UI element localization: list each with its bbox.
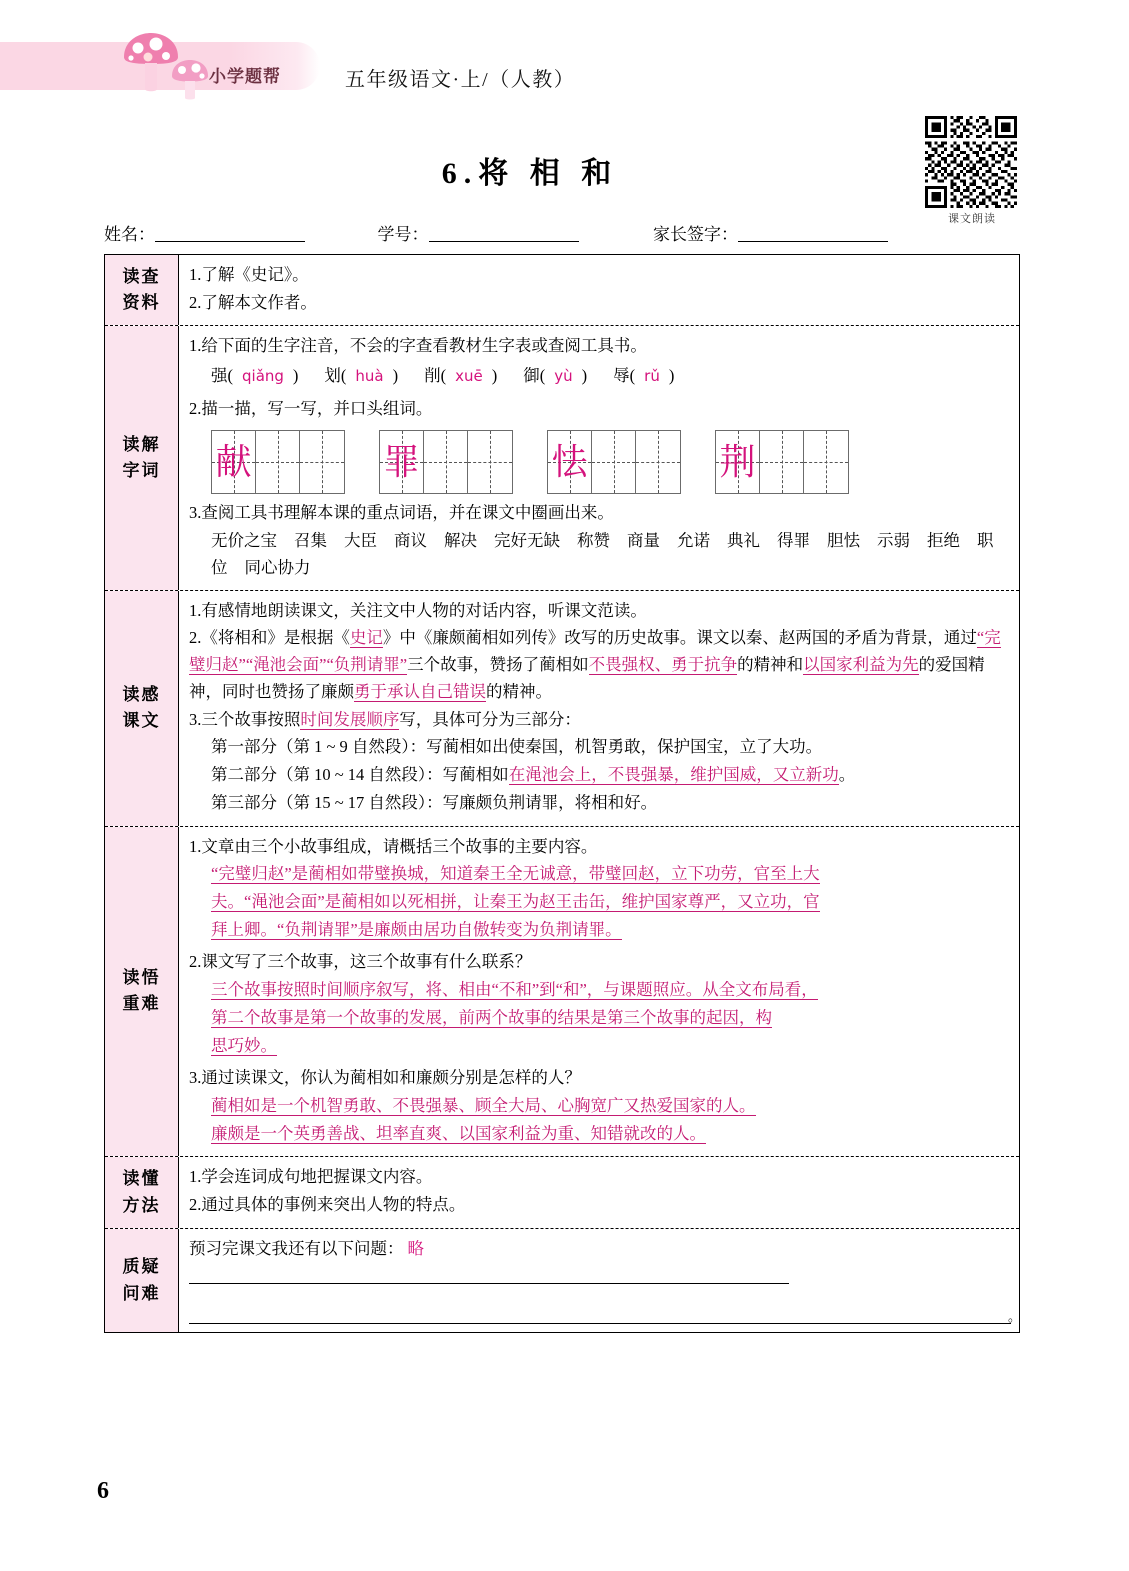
- feel-q2-text-e: 的爱国精神，同时也赞扬了廉颇: [189, 655, 985, 701]
- page-number: 6: [97, 1478, 109, 1504]
- parent-signature-field[interactable]: [653, 220, 888, 245]
- table-row-research: [105, 255, 1019, 326]
- row-label-method: [105, 1157, 179, 1227]
- doubt-answer-rule-1[interactable]: [189, 1267, 789, 1284]
- feel-q2-answer-3[interactable]: 不畏强权、勇于抗争: [588, 655, 738, 675]
- feel-question-1: 1.有感情地朗读课文，关注文中人物的对话内容，听课文范读。: [189, 600, 647, 620]
- tracing-cell-filled[interactable]: [212, 431, 256, 493]
- table-row-doubt: [105, 1229, 1019, 1332]
- pinyin-char: 辱: [613, 366, 630, 386]
- tracing-cell-empty[interactable]: [592, 431, 636, 493]
- vocab-word: 商议: [394, 531, 427, 551]
- tracing-cell-empty[interactable]: [468, 431, 512, 493]
- vocab-word: 无价之宝: [211, 531, 277, 551]
- row-body-comprehend: [179, 827, 1019, 1157]
- pinyin-answer[interactable]: huà: [355, 367, 384, 386]
- book-title: 五年级语文·上/（人教）: [345, 69, 576, 91]
- feel-question-3: [189, 707, 1011, 734]
- tracing-cell-empty[interactable]: [424, 431, 468, 493]
- vocab-question-2: 2.描一描，写一写，并口头组词。: [189, 398, 433, 418]
- tracing-cell-filled[interactable]: [716, 431, 760, 493]
- comprehend-answer-3-line1[interactable]: 蔺相如是一个机智勇敢、不畏强暴、顾全大局、心胸宽广又热爱国家的人。: [211, 1095, 756, 1115]
- row-label-comprehend: [105, 827, 179, 1157]
- research-item-1: 1.了解《史记》。: [189, 265, 309, 284]
- pinyin-char: 削: [424, 366, 441, 386]
- worksheet-table: [104, 254, 1020, 1333]
- row-label-line2: 字词: [122, 461, 161, 481]
- row-label-feel: [105, 591, 179, 826]
- parent-signature-label: 家长签字：: [653, 225, 738, 244]
- pinyin-item: 削( xuē ): [424, 366, 498, 386]
- pinyin-answer[interactable]: qiǎng: [242, 367, 284, 386]
- row-label-line2: 资料: [122, 293, 161, 313]
- vocab-word: 商量: [627, 531, 660, 551]
- student-id-label: 学号：: [377, 225, 429, 244]
- tracing-character: 罪: [383, 441, 420, 482]
- tracing-cell-filled[interactable]: [548, 431, 592, 493]
- feel-q2-answer-2[interactable]: “完璧归赵”“渑池会面”“负荆请罪”: [189, 628, 1001, 675]
- vocab-word: 完好无缺: [494, 531, 560, 551]
- table-row-vocab: [105, 326, 1019, 590]
- pinyin-char: 御: [523, 366, 540, 386]
- row-body-feel: [179, 591, 1019, 826]
- tracing-cell-filled[interactable]: [380, 431, 424, 493]
- row-label-vocab: [105, 326, 179, 589]
- feel-q3-text-b: 写，具体可分为三部分：: [399, 709, 581, 729]
- row-label-line2: 重难: [122, 994, 161, 1014]
- comprehend-answer-2-line2[interactable]: 第二个故事是第一个故事的发展，前两个故事的结果是第三个故事的起因，构: [211, 1007, 772, 1027]
- tracing-group[interactable]: [211, 430, 345, 494]
- table-row-comprehend: [105, 827, 1019, 1158]
- tracing-cell-empty[interactable]: [256, 431, 300, 493]
- table-row-method: [105, 1157, 1019, 1228]
- feel-q3-text-a: 3.三个故事按照: [189, 709, 301, 729]
- row-label-line1: 读悟: [122, 968, 161, 988]
- name-label: 姓名：: [104, 225, 155, 244]
- feel-part-1: 第一部分（第 1 ~ 9 自然段）：写蔺相如出使秦国，机智勇敢，保护国宝，立了大功。: [211, 737, 823, 757]
- row-body-doubt: [179, 1229, 1019, 1332]
- row-label-line1: 读感: [122, 684, 161, 704]
- pinyin-answer[interactable]: yù: [554, 367, 573, 386]
- row-body-method: [179, 1157, 1019, 1227]
- qr-code-block[interactable]: [925, 116, 1019, 226]
- vocab-word: 同心协力: [244, 558, 311, 578]
- tracing-cell-empty[interactable]: [760, 431, 804, 493]
- tracing-group[interactable]: [547, 430, 681, 494]
- vocab-word: 允诺: [677, 531, 710, 551]
- tracing-cell-empty[interactable]: [636, 431, 680, 493]
- tracing-character: 怯: [551, 441, 588, 482]
- feel-part-2: [189, 762, 1011, 789]
- feel-q2-text-d: 的精神和: [737, 655, 804, 675]
- comprehend-answer-3-line2[interactable]: 廉颇是一个英勇善战、坦率直爽、以国家利益为重、知错就改的人。: [211, 1123, 706, 1143]
- pinyin-item: 御( yù ): [523, 366, 588, 386]
- row-body-research: [179, 255, 1019, 325]
- parent-signature-input-rule[interactable]: [738, 226, 888, 242]
- feel-part-3: 第三部分（第 15 ~ 17 自然段）：写廉颇负荆请罪，将相和好。: [211, 792, 658, 812]
- row-label-research: [105, 255, 179, 325]
- pinyin-char: 划: [324, 366, 341, 386]
- row-label-line2: 课文: [122, 711, 161, 731]
- comprehend-question-3: 3.通过读课文，你认为蔺相如和廉颇分别是怎样的人？: [189, 1068, 581, 1088]
- comprehend-answer-2-line1[interactable]: 三个故事按照时间顺序叙写，将、相由“不和”到“和”，与课题照应。从全文布局看，: [211, 980, 818, 1000]
- pinyin-item: 划( huà ): [324, 366, 399, 386]
- tracing-group[interactable]: [379, 430, 513, 494]
- feel-question-2: [189, 625, 1011, 705]
- tracing-cell-empty[interactable]: [804, 431, 848, 493]
- qr-caption: 课文朗读: [948, 213, 996, 225]
- row-label-line1: 读解: [122, 434, 161, 454]
- feel-part2-text-b: 。: [838, 765, 856, 785]
- doubt-answer-rule-2[interactable]: [189, 1297, 1021, 1325]
- vocab-word: 胆怯: [827, 531, 860, 551]
- row-label-line1: 质疑: [122, 1257, 161, 1277]
- comprehend-answer-1-line1[interactable]: “完璧归赵”是蔺相如带璧换城，知道秦王全无诚意，带璧回赵，立下功劳，官至上大: [211, 864, 820, 884]
- method-item-2: 2.通过具体的事例来突出人物的特点。: [189, 1195, 466, 1215]
- doubt-answer[interactable]: 略: [407, 1238, 424, 1258]
- vocab-word: 称赞: [577, 531, 610, 551]
- vocab-word: 示弱: [877, 531, 910, 551]
- vocab-word: 大臣: [344, 531, 377, 551]
- student-info-row: [104, 220, 1004, 245]
- feel-q2-answer-1[interactable]: 史记: [349, 628, 383, 648]
- vocab-question-3: 3.查阅工具书理解本课的重点词语，并在课文中圈画出来。: [189, 502, 614, 522]
- comprehend-question-1: 1.文章由三个小故事组成，请概括三个故事的主要内容。: [189, 836, 598, 856]
- comprehend-question-2: 2.课文写了三个故事，这三个故事有什么联系？: [189, 952, 532, 972]
- qr-code-icon[interactable]: [925, 116, 1017, 208]
- name-input-rule[interactable]: [155, 226, 305, 242]
- pinyin-answer[interactable]: rǔ: [644, 367, 660, 386]
- feel-q2-text-f: 的精神。: [486, 681, 552, 701]
- pinyin-item: 强( qiǎng ): [211, 366, 299, 386]
- row-label-doubt: [105, 1229, 179, 1332]
- vocab-word: 得罪: [777, 531, 810, 551]
- tracing-group[interactable]: [715, 430, 849, 494]
- tracing-grid-row: [211, 430, 1011, 494]
- vocab-word: 召集: [294, 531, 327, 551]
- pinyin-char: 强: [211, 366, 228, 386]
- page-title: 6.将 相 和: [441, 157, 619, 190]
- vocab-word: 拒绝: [927, 531, 960, 551]
- feel-q2-answer-4[interactable]: 以国家利益为先: [803, 655, 919, 675]
- table-row-feel: [105, 591, 1019, 827]
- tracing-character: 荆: [719, 441, 756, 482]
- pinyin-item: 辱( rǔ ): [613, 366, 675, 386]
- row-label-line1: 读查: [122, 266, 161, 286]
- comprehend-answer-1-line3[interactable]: 拜上卿。“负荆请罪”是廉颇由居功自傲转变为负荆请罪。: [211, 919, 622, 939]
- row-body-vocab: [179, 326, 1019, 589]
- feel-q2-text-c: 三个故事，赞扬了蔺相如: [407, 655, 589, 675]
- doubt-prompt: 预习完课文我还有以下问题：: [189, 1238, 404, 1258]
- mushroom-icon-small: [168, 58, 212, 100]
- comprehend-answer-2-line3[interactable]: 思巧妙。: [211, 1035, 277, 1055]
- feel-q2-answer-5[interactable]: 勇于承认自己错误: [354, 681, 486, 701]
- feel-part2-answer[interactable]: 在渑池会上，不畏强暴，维护国威，又立新功: [508, 765, 839, 785]
- brand-label: 小学题帮: [209, 67, 281, 87]
- vocab-word-list: [189, 528, 1011, 581]
- pinyin-answer-line: [189, 363, 1011, 390]
- tracing-cell-empty[interactable]: [300, 431, 344, 493]
- feel-q2-text-a: 2.《将相和》是根据《: [189, 628, 350, 648]
- feel-q2-text-b: 》中《廉颇蔺相如列传》改写的历史故事。课文以秦、赵两国的矛盾为背景，通过: [382, 628, 977, 648]
- row-label-line2: 方法: [122, 1195, 161, 1215]
- student-id-input-rule[interactable]: [429, 226, 579, 242]
- student-id-field[interactable]: [378, 220, 579, 245]
- row-label-line1: 读懂: [122, 1169, 161, 1189]
- doubt-prompt-line: [189, 1236, 1011, 1289]
- vocab-word: 解决: [444, 531, 477, 551]
- vocab-word: 职位: [211, 531, 994, 578]
- tracing-character: 献: [215, 441, 252, 482]
- vocab-word: 典礼: [727, 531, 760, 551]
- research-item-2: 2.了解本文作者。: [189, 292, 317, 312]
- doubt-tail-mark: 。: [1007, 1309, 1021, 1325]
- vocab-question-1: 1.给下面的生字注音，不会的字查看教材生字表或查阅工具书。: [189, 336, 647, 356]
- feel-q3-answer[interactable]: 时间发展顺序: [300, 709, 400, 729]
- comprehend-answer-1-line2[interactable]: 夫。“渑池会面”是蔺相如以死相拼，让秦王为赵王击缶，维护国家尊严，又立功，官: [211, 891, 820, 911]
- name-field[interactable]: [104, 220, 305, 245]
- method-item-1: 1.学会连词成句地把握课文内容。: [189, 1167, 433, 1187]
- pinyin-answer[interactable]: xuē: [455, 367, 483, 386]
- row-label-line2: 问难: [122, 1283, 161, 1303]
- feel-part2-text-a: 第二部分（第 10 ~ 14 自然段）：写蔺相如: [211, 765, 509, 785]
